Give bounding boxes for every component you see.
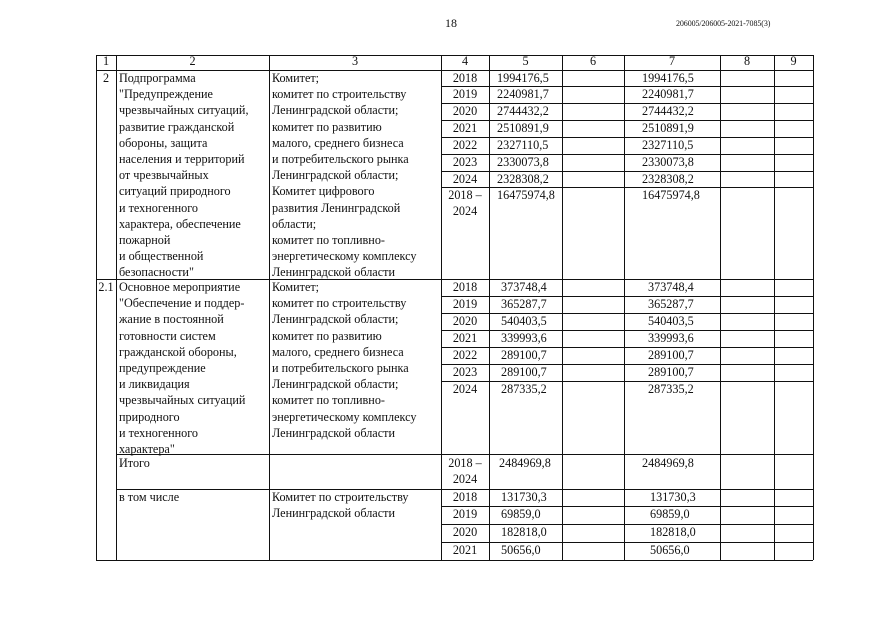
value-col7: 2744432,2: [642, 104, 694, 118]
table-rule: [720, 55, 721, 560]
subprogram-name-line: обороны, защита: [119, 135, 208, 150]
value-col5: 2330073,8: [497, 155, 549, 169]
subprogram-name-line: и общественной: [119, 249, 204, 264]
value-col7: 69859,0: [650, 507, 690, 521]
value-col5: 2328308,2: [497, 172, 549, 186]
subprogram-name-line: и техногенного: [119, 200, 199, 215]
value-col5: 182818,0: [501, 525, 547, 539]
value-col7: 182818,0: [650, 525, 696, 539]
table-rule: [813, 55, 814, 560]
measure-name: [116, 279, 269, 457]
year-cell: 2022: [452, 348, 478, 362]
executors-line: Комитет;: [272, 71, 320, 85]
executors-line: комитет по развитию: [272, 119, 382, 134]
executors-line: малого, среднего бизнеса: [272, 344, 404, 359]
executors-line: и потребительского рынка: [272, 361, 409, 376]
value-col5: 540403,5: [501, 314, 547, 328]
header-col-1: 1: [102, 54, 110, 68]
executors-line: малого, среднего бизнеса: [272, 135, 404, 150]
value-col7: 287335,2: [648, 382, 694, 396]
value-col7: 2510891,9: [642, 121, 694, 135]
executors-line: Комитет по строительству: [272, 490, 409, 504]
including-label: в том числе: [119, 490, 180, 504]
value-col5: 2744432,2: [497, 104, 549, 118]
value-col5: 289100,7: [501, 348, 547, 362]
subprogram-name-line: от чрезвычайных: [119, 168, 209, 183]
measure-name-line: жание в постоянной: [119, 312, 224, 327]
table-rule: [96, 560, 813, 561]
executors-line: Ленинградской области;: [272, 377, 399, 392]
year-range-cell-line: 2018 –: [448, 188, 482, 202]
header-col-7: 7: [668, 54, 676, 68]
year-cell: 2018: [452, 490, 478, 504]
executors-line: и потребительского рынка: [272, 152, 409, 167]
value-col5: 131730,3: [501, 490, 547, 504]
executors-line: комитет по строительству: [272, 87, 407, 102]
total-col5: 2484969,8: [499, 456, 551, 470]
measure-name-line: готовности систем: [119, 328, 216, 343]
year-cell: 2023: [452, 365, 478, 379]
budget-table: [96, 53, 813, 560]
year-cell: 2022: [452, 138, 478, 152]
table-rule: [96, 55, 97, 560]
value-col7: 50656,0: [650, 543, 690, 557]
executors: [269, 279, 441, 441]
measure-name-line: и техногенного: [119, 425, 199, 440]
year-cell: 2021: [452, 543, 478, 557]
executors-line: энергетическому комплексу: [272, 249, 417, 264]
value-col7: 339993,6: [648, 331, 694, 345]
year-cell: 2020: [452, 314, 478, 328]
total-col7: 16475974,8: [642, 188, 700, 202]
year-cell: 2021: [452, 331, 478, 345]
document-id: 206005/206005-2021-7085(3): [676, 19, 771, 28]
header-col-8: 8: [743, 54, 751, 68]
total-label: Итого: [119, 456, 150, 470]
value-col7: 131730,3: [650, 490, 696, 504]
subprogram-name: [116, 70, 269, 281]
year-cell: 2020: [452, 104, 478, 118]
value-col5: 287335,2: [501, 382, 547, 396]
year-cell: 2024: [452, 172, 478, 186]
value-col7: 2330073,8: [642, 155, 694, 169]
executors-line: Ленинградской области;: [272, 168, 399, 183]
year-cell: 2019: [452, 297, 478, 311]
header-col-2: 2: [189, 54, 196, 68]
row-number: 2.1: [98, 280, 114, 294]
value-col5: 365287,7: [501, 297, 547, 311]
year-cell: 2019: [452, 507, 478, 521]
page-number: 18: [445, 16, 457, 30]
executors-line: энергетическому комплексу: [272, 409, 417, 424]
row-number: 2: [102, 71, 110, 85]
header-col-5: 5: [522, 54, 529, 68]
value-col7: 2327110,5: [642, 138, 694, 152]
value-col5: 50656,0: [501, 543, 541, 557]
measure-name-line: предупреждение: [119, 361, 206, 376]
year-cell: 2018: [452, 280, 478, 294]
executors: [269, 70, 441, 281]
value-col7: 289100,7: [648, 348, 694, 362]
header-col-4: 4: [461, 54, 469, 68]
year-range-cell-line: 2024: [452, 472, 478, 487]
value-col7: 1994176,5: [642, 71, 694, 85]
executors-line: Комитет;: [272, 280, 320, 294]
value-col5: 2240981,7: [497, 87, 549, 101]
value-col5: 339993,6: [501, 331, 547, 345]
total-col5: 16475974,8: [497, 188, 555, 202]
header-col-6: 6: [589, 54, 597, 68]
value-col7: 540403,5: [648, 314, 694, 328]
year-cell: 2021: [452, 121, 478, 135]
year-range-cell: [441, 455, 489, 487]
measure-name-line: характера": [119, 442, 175, 457]
executors-line: Ленинградской области;: [272, 103, 399, 118]
table-rule: [774, 55, 775, 560]
subprogram-name-line: характера, обеспечение: [119, 216, 241, 231]
subprogram-name-line: безопасности": [119, 265, 194, 280]
measure-name-line: чрезвычайных ситуаций: [119, 393, 246, 408]
subprogram-name-line: развитие гражданской: [119, 119, 235, 134]
value-col5: 2510891,9: [497, 121, 549, 135]
subprogram-name-line: чрезвычайных ситуаций,: [119, 103, 249, 118]
executors-line: Ленинградской области: [272, 506, 395, 521]
year-cell: 2018: [452, 71, 478, 85]
executors-line: развития Ленинградской: [272, 200, 401, 215]
value-col5: 2327110,5: [497, 138, 549, 152]
executors-line: Комитет цифрового: [272, 184, 375, 199]
executors-line: Ленинградской области: [272, 265, 395, 280]
total-col7: 2484969,8: [642, 456, 694, 470]
value-col5: 1994176,5: [497, 71, 549, 85]
year-cell: 2023: [452, 155, 478, 169]
executors: [269, 489, 441, 521]
subprogram-name-line: "Предупреждение: [119, 87, 213, 102]
value-col5: 69859,0: [501, 507, 541, 521]
measure-name-line: Основное мероприятие: [119, 280, 241, 294]
subprogram-name-line: Подпрограмма: [119, 71, 196, 85]
header-col-9: 9: [790, 54, 797, 68]
subprogram-name-line: ситуаций природного: [119, 184, 231, 199]
value-col7: 289100,7: [648, 365, 694, 379]
measure-name-line: природного: [119, 409, 180, 424]
year-range-cell-line: 2018 –: [448, 456, 482, 470]
value-col5: 289100,7: [501, 365, 547, 379]
table-rule: [562, 55, 563, 560]
year-range-cell: [441, 187, 489, 219]
header-col-3: 3: [351, 54, 359, 68]
measure-name-line: "Обеспечение и поддер-: [119, 296, 245, 311]
value-col7: 2240981,7: [642, 87, 694, 101]
year-cell: 2020: [452, 525, 478, 539]
value-col5: 373748,4: [501, 280, 547, 294]
executors-line: комитет по строительству: [272, 296, 407, 311]
executors-line: Ленинградской области: [272, 425, 395, 440]
subprogram-name-line: населения и территорий: [119, 152, 245, 167]
executors-line: комитет по топливно-: [272, 233, 385, 248]
value-col7: 373748,4: [648, 280, 694, 294]
value-col7: 2328308,2: [642, 172, 694, 186]
year-cell: 2019: [452, 87, 478, 101]
value-col7: 365287,7: [648, 297, 694, 311]
subprogram-name-line: пожарной: [119, 233, 171, 248]
year-range-cell-line: 2024: [452, 204, 478, 219]
executors-line: комитет по развитию: [272, 328, 382, 343]
measure-name-line: гражданской обороны,: [119, 344, 237, 359]
measure-name-line: и ликвидация: [119, 377, 190, 392]
year-cell: 2024: [452, 382, 478, 396]
executors-line: области;: [272, 216, 317, 231]
executors-line: комитет по топливно-: [272, 393, 385, 408]
executors-line: Ленинградской области;: [272, 312, 399, 327]
